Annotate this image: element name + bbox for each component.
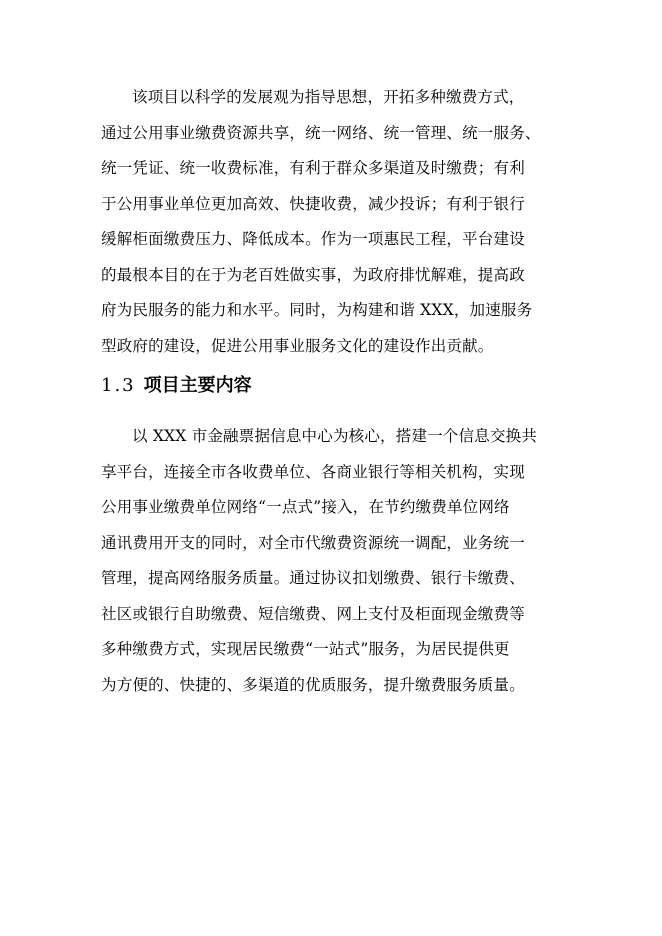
section-number: 1.3 bbox=[101, 375, 136, 396]
paragraph-line: 社区或银行自助缴费、短信缴费、网上支付及柜面现金缴费等 bbox=[101, 604, 525, 623]
paragraph-line: 通过公用事业缴费资源共享，统一网络、统一管理、统一服务、 bbox=[101, 123, 541, 142]
paragraph-line: 统一凭证、统一收费标准，有利于群众多渠道及时缴费；有利 bbox=[101, 159, 525, 177]
paragraph-line: 缓解柜面缴费压力、降低成本。作为一项惠民工程，平台建设 bbox=[101, 230, 525, 248]
paragraph-line: 管理，提高网络服务质量。通过协议扣划缴费、银行卡缴费、 bbox=[101, 569, 525, 587]
paragraph-main-content bbox=[101, 419, 571, 703]
paragraph-line: 府为民服务的能力和水平。同时，为构建和谐 XXX，加速服务 bbox=[101, 301, 533, 319]
paragraph-line: 以 XXX 市金融票据信息中心为核心，搭建一个信息交换共 bbox=[132, 427, 538, 445]
paragraph-line: 该项目以科学的发展观为指导思想，开拓多种缴费方式， bbox=[132, 88, 525, 106]
paragraph-line: 通讯费用开支的同时，对全市代缴费资源统一调配，业务统一 bbox=[101, 533, 525, 552]
section-heading bbox=[101, 372, 252, 400]
paragraph-line: 公用事业缴费单位网络“一点式”接入，在节约缴费单位网络 bbox=[101, 498, 510, 516]
paragraph-line: 型政府的建设，促进公用事业服务文化的建设作出贡献。 bbox=[101, 336, 494, 355]
paragraph-project-goals bbox=[101, 80, 571, 364]
section-title: 项目主要内容 bbox=[143, 375, 252, 396]
paragraph-line: 多种缴费方式，实现居民缴费“一站式”服务，为居民提供更 bbox=[101, 640, 510, 658]
paragraph-line: 为方便的、快捷的、多渠道的优质服务，提升缴费服务质量。 bbox=[101, 675, 525, 694]
paragraph-line: 享平台，连接全市各收费单位、各商业银行等相关机构，实现 bbox=[101, 462, 525, 481]
paragraph-line: 于公用事业单位更加高效、快捷收费，减少投诉；有利于银行 bbox=[101, 194, 525, 213]
paragraph-line: 的最根本目的在于为老百姓做实事，为政府排忧解难，提高政 bbox=[101, 265, 525, 284]
